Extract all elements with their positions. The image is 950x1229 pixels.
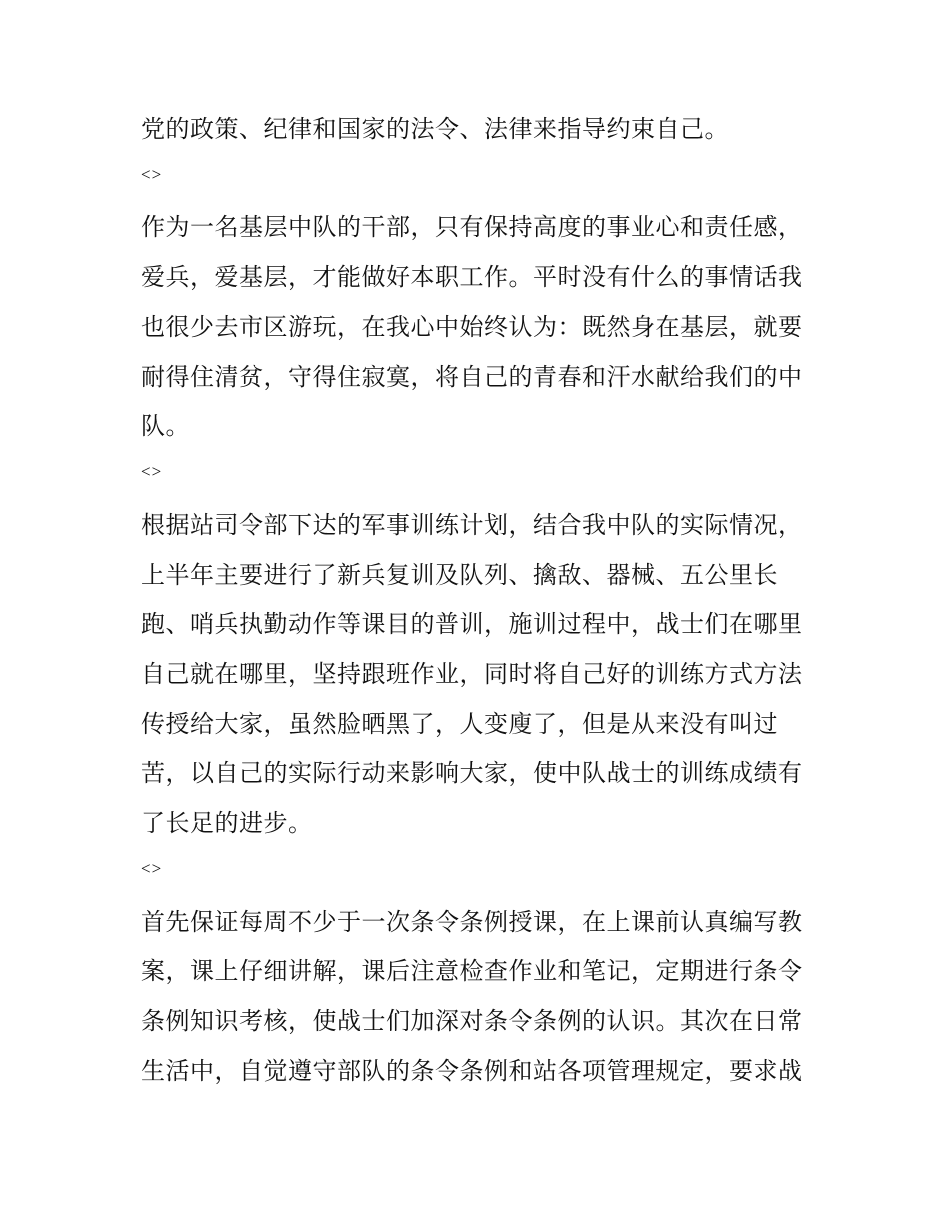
- text-line: 耐得住清贫，守得住寂寞，将自己的青春和汗水献给我们的中: [141, 363, 803, 391]
- text-line: 案，课上仔细讲解，课后注意检查作业和笔记，定期进行条令: [141, 957, 803, 985]
- text-line: 跑、哨兵执勤动作等课目的普训，施训过程中，战士们在哪里: [141, 610, 803, 638]
- text-line: 上半年主要进行了新兵复训及队列、擒敌、器械、五公里长: [141, 561, 778, 589]
- text-line: 党的政策、纪律和国家的法令、法律来指导约束自己。: [141, 115, 729, 143]
- text-line: 生活中，自觉遵守部队的条令条例和站各项管理规定，要求战: [141, 1057, 803, 1085]
- text-line: 自己就在哪里，坚持跟班作业，同时将自己好的训练方式方法: [141, 660, 803, 688]
- text-line: 也很少去市区游玩，在我心中始终认为：既然身在基层，就要: [141, 313, 803, 341]
- separator-mark: <>: [141, 165, 163, 184]
- text-line: 传授给大家，虽然脸晒黑了，人变廋了，但是从来没有叫过: [141, 710, 778, 738]
- text-line: 作为一名基层中队的干部，只有保持高度的事业心和责任感，: [141, 213, 803, 241]
- separator-mark: <>: [141, 859, 163, 878]
- text-line: 条例知识考核，使战士们加深对条令条例的认识。其次在日常: [141, 1007, 803, 1035]
- text-line: 了长足的进步。: [141, 809, 313, 837]
- text-line: 根据站司令部下达的军事训练计划，结合我中队的实际情况，: [141, 511, 803, 539]
- separator-mark: <>: [141, 462, 163, 481]
- text-line: 爱兵，爱基层，才能做好本职工作。平时没有什么的事情话我: [141, 263, 803, 291]
- text-line: 苦，以自己的实际行动来影响大家，使中队战士的训练成绩有: [141, 759, 803, 787]
- text-line: 首先保证每周不少于一次条令条例授课，在上课前认真编写教: [141, 908, 803, 936]
- text-line: 队。: [141, 412, 190, 440]
